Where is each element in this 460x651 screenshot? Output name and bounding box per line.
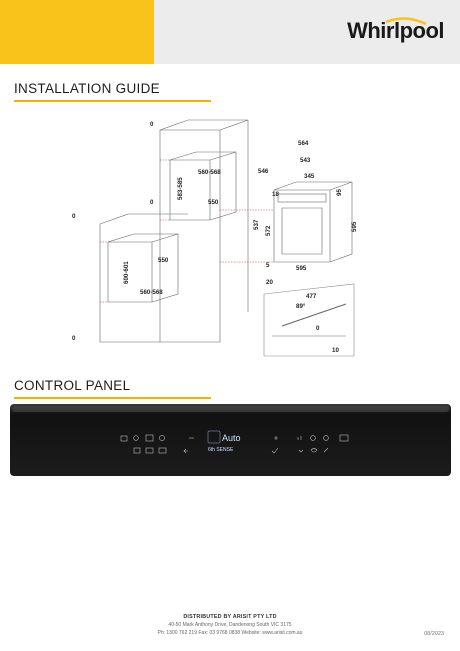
display-sub-text: 6th SENSE [208,447,234,453]
dim-0: 0 [72,335,76,342]
dim-95: 95 [336,189,343,196]
footer-address: 40-50 Mark Anthony Drive, Dandenong South VIC 3175 [168,622,292,628]
dim-5: 5 [266,262,270,269]
dim-18: 18 [272,191,279,198]
dim-543: 543 [300,157,311,164]
title-underline [14,397,211,399]
dim-0: 0 [72,213,76,220]
dim-550: 550 [158,257,169,264]
dim-572: 572 [265,225,272,236]
dim-564: 564 [298,140,309,147]
dim-477: 477 [306,293,317,300]
dim-345: 345 [304,173,315,180]
dim-595: 595 [351,221,358,232]
dim-0: 0 [150,199,154,206]
header-accent-block [0,0,154,64]
dim-583-585: 583-585 [177,177,184,200]
brand-logo: Whirlpool [347,18,444,43]
dim-89-degrees: 89° [296,303,306,310]
dim-595: 595 [296,265,307,272]
dim-10: 10 [332,347,339,354]
footer-date: 08/2023 [424,631,444,637]
dim-537: 537 [253,219,260,230]
dim-0: 0 [316,325,320,332]
dim-546: 546 [258,168,269,175]
dim-0: 0 [150,121,154,128]
footer [0,614,460,636]
dim-560-568: 560-568 [198,169,221,176]
control-panel-title: CONTROL PANEL [14,378,131,393]
installation-diagram [60,112,370,362]
installation-guide-title: INSTALLATION GUIDE [14,81,160,96]
display-main-text: Auto [222,433,241,443]
footer-contact: Ph: 1300 762 219 Fax: 03 9768 0838 Website: www.arisit.com.au [157,630,303,636]
dim-600-601: 600-601 [123,261,130,284]
control-panel-image [10,404,451,476]
dim-20: 20 [266,279,273,286]
footer-distributor: DISTRIBUTED BY ARISIT PTY LTD [183,614,277,620]
dim-560-568: 560-568 [140,289,163,296]
dim-550: 550 [208,199,219,206]
title-underline [14,100,211,102]
